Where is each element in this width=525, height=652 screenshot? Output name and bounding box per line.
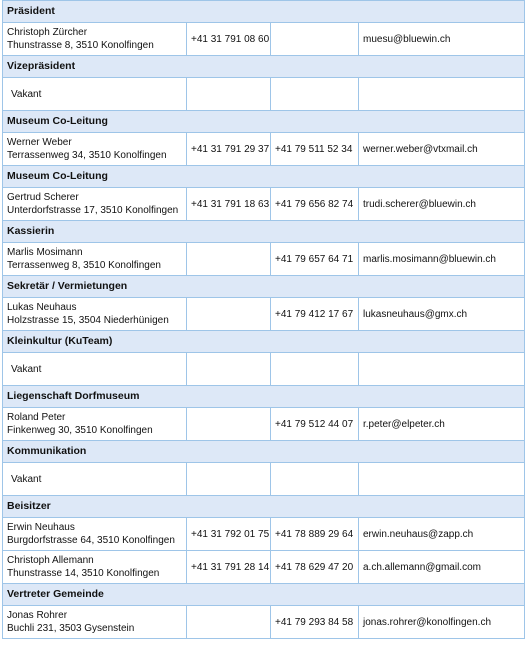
section-header-row [3,56,525,78]
member-address: Finkenweg 30, 3510 Konolfingen [7,425,153,436]
mobile-phone: +41 79 512 44 07 [271,408,359,441]
member-row [3,23,525,56]
email-address[interactable]: erwin.neuhaus@zapp.ch [359,518,525,551]
member-address: Thunstrasse 8, 3510 Konolfingen [7,40,154,51]
member-address: Buchli 231, 3503 Gysenstein [7,623,135,634]
section-header-row [3,166,525,188]
section-title: Kassierin [3,221,525,243]
section-title: Liegenschaft Dorfmuseum [3,386,525,408]
member-row [3,518,525,551]
member-cell [3,518,187,551]
board-contact-table [2,0,525,639]
member-row [3,353,525,386]
landline-phone: +41 31 791 08 60 [187,23,271,56]
email-address[interactable]: r.peter@elpeter.ch [359,408,525,441]
section-header-row [3,496,525,518]
landline-phone: +41 31 791 18 63 [187,188,271,221]
mobile-phone: +41 79 293 84 58 [271,606,359,639]
member-address: Terrassenweg 8, 3510 Konolfingen [7,260,161,271]
email-address[interactable]: trudi.scherer@bluewin.ch [359,188,525,221]
member-cell [3,78,187,111]
member-row [3,188,525,221]
member-address: Unterdorfstrasse 17, 3510 Konolfingen [7,205,179,216]
section-header-row [3,441,525,463]
section-title: Kleinkultur (KuTeam) [3,331,525,353]
member-name: Vakant [11,473,42,485]
member-cell [3,133,187,166]
member-row [3,408,525,441]
member-row [3,243,525,276]
member-cell [3,463,187,496]
member-cell [3,551,187,584]
landline-phone [187,298,271,331]
mobile-phone: +41 78 629 47 20 [271,551,359,584]
email-address[interactable]: marlis.mosimann@bluewin.ch [359,243,525,276]
section-header-row [3,584,525,606]
section-header-row [3,1,525,23]
landline-phone [187,353,271,386]
member-cell [3,606,187,639]
member-cell [3,408,187,441]
landline-phone [187,243,271,276]
section-header-row [3,386,525,408]
mobile-phone [271,23,359,56]
email-address [359,463,525,496]
landline-phone: +41 31 791 28 14 [187,551,271,584]
mobile-phone [271,353,359,386]
mobile-phone: +41 79 412 17 67 [271,298,359,331]
email-address[interactable]: a.ch.allemann@gmail.com [359,551,525,584]
section-title: Kommunikation [3,441,525,463]
member-name: Christoph Zürcher [7,27,88,38]
member-address: Terrassenweg 34, 3510 Konolfingen [7,150,167,161]
member-address: Burgdorfstrasse 64, 3510 Konolfingen [7,535,175,546]
section-header-row [3,331,525,353]
email-address[interactable]: werner.weber@vtxmail.ch [359,133,525,166]
section-title: Museum Co-Leitung [3,111,525,133]
mobile-phone: +41 78 889 29 64 [271,518,359,551]
member-cell [3,243,187,276]
member-row [3,606,525,639]
member-name: Erwin Neuhaus [7,522,75,533]
member-name: Marlis Mosimann [7,247,83,258]
mobile-phone: +41 79 511 52 34 [271,133,359,166]
member-cell [3,298,187,331]
member-name: Jonas Rohrer [7,610,68,621]
landline-phone: +41 31 791 29 37 [187,133,271,166]
section-header-row [3,111,525,133]
section-title: Sekretär / Vermietungen [3,276,525,298]
member-address: Holzstrasse 15, 3504 Niederhünigen [7,315,169,326]
landline-phone [187,78,271,111]
member-cell [3,188,187,221]
member-name: Gertrud Scherer [7,192,79,203]
member-row [3,551,525,584]
member-row [3,298,525,331]
member-row [3,463,525,496]
landline-phone: +41 31 792 01 75 [187,518,271,551]
section-title: Vizepräsident [3,56,525,78]
member-name: Vakant [11,88,42,100]
email-address[interactable]: lukasneuhaus@gmx.ch [359,298,525,331]
section-title: Vertreter Gemeinde [3,584,525,606]
member-name: Lukas Neuhaus [7,302,77,313]
member-name: Vakant [11,363,42,375]
member-name: Christoph Allemann [7,555,94,566]
mobile-phone: +41 79 657 64 71 [271,243,359,276]
mobile-phone [271,78,359,111]
email-address[interactable]: jonas.rohrer@konolfingen.ch [359,606,525,639]
mobile-phone: +41 79 656 82 74 [271,188,359,221]
email-address [359,353,525,386]
email-address [359,78,525,111]
member-row [3,133,525,166]
member-row [3,78,525,111]
section-header-row [3,276,525,298]
member-cell [3,23,187,56]
section-header-row [3,221,525,243]
email-address[interactable]: muesu@bluewin.ch [359,23,525,56]
mobile-phone [271,463,359,496]
board-contact-table-body [3,1,525,639]
member-address: Thunstrasse 14, 3510 Konolfingen [7,568,160,579]
landline-phone [187,606,271,639]
member-cell [3,353,187,386]
landline-phone [187,408,271,441]
member-name: Werner Weber [7,137,72,148]
landline-phone [187,463,271,496]
section-title: Museum Co-Leitung [3,166,525,188]
member-name: Roland Peter [7,412,66,423]
section-title: Beisitzer [3,496,525,518]
section-title: Präsident [3,1,525,23]
